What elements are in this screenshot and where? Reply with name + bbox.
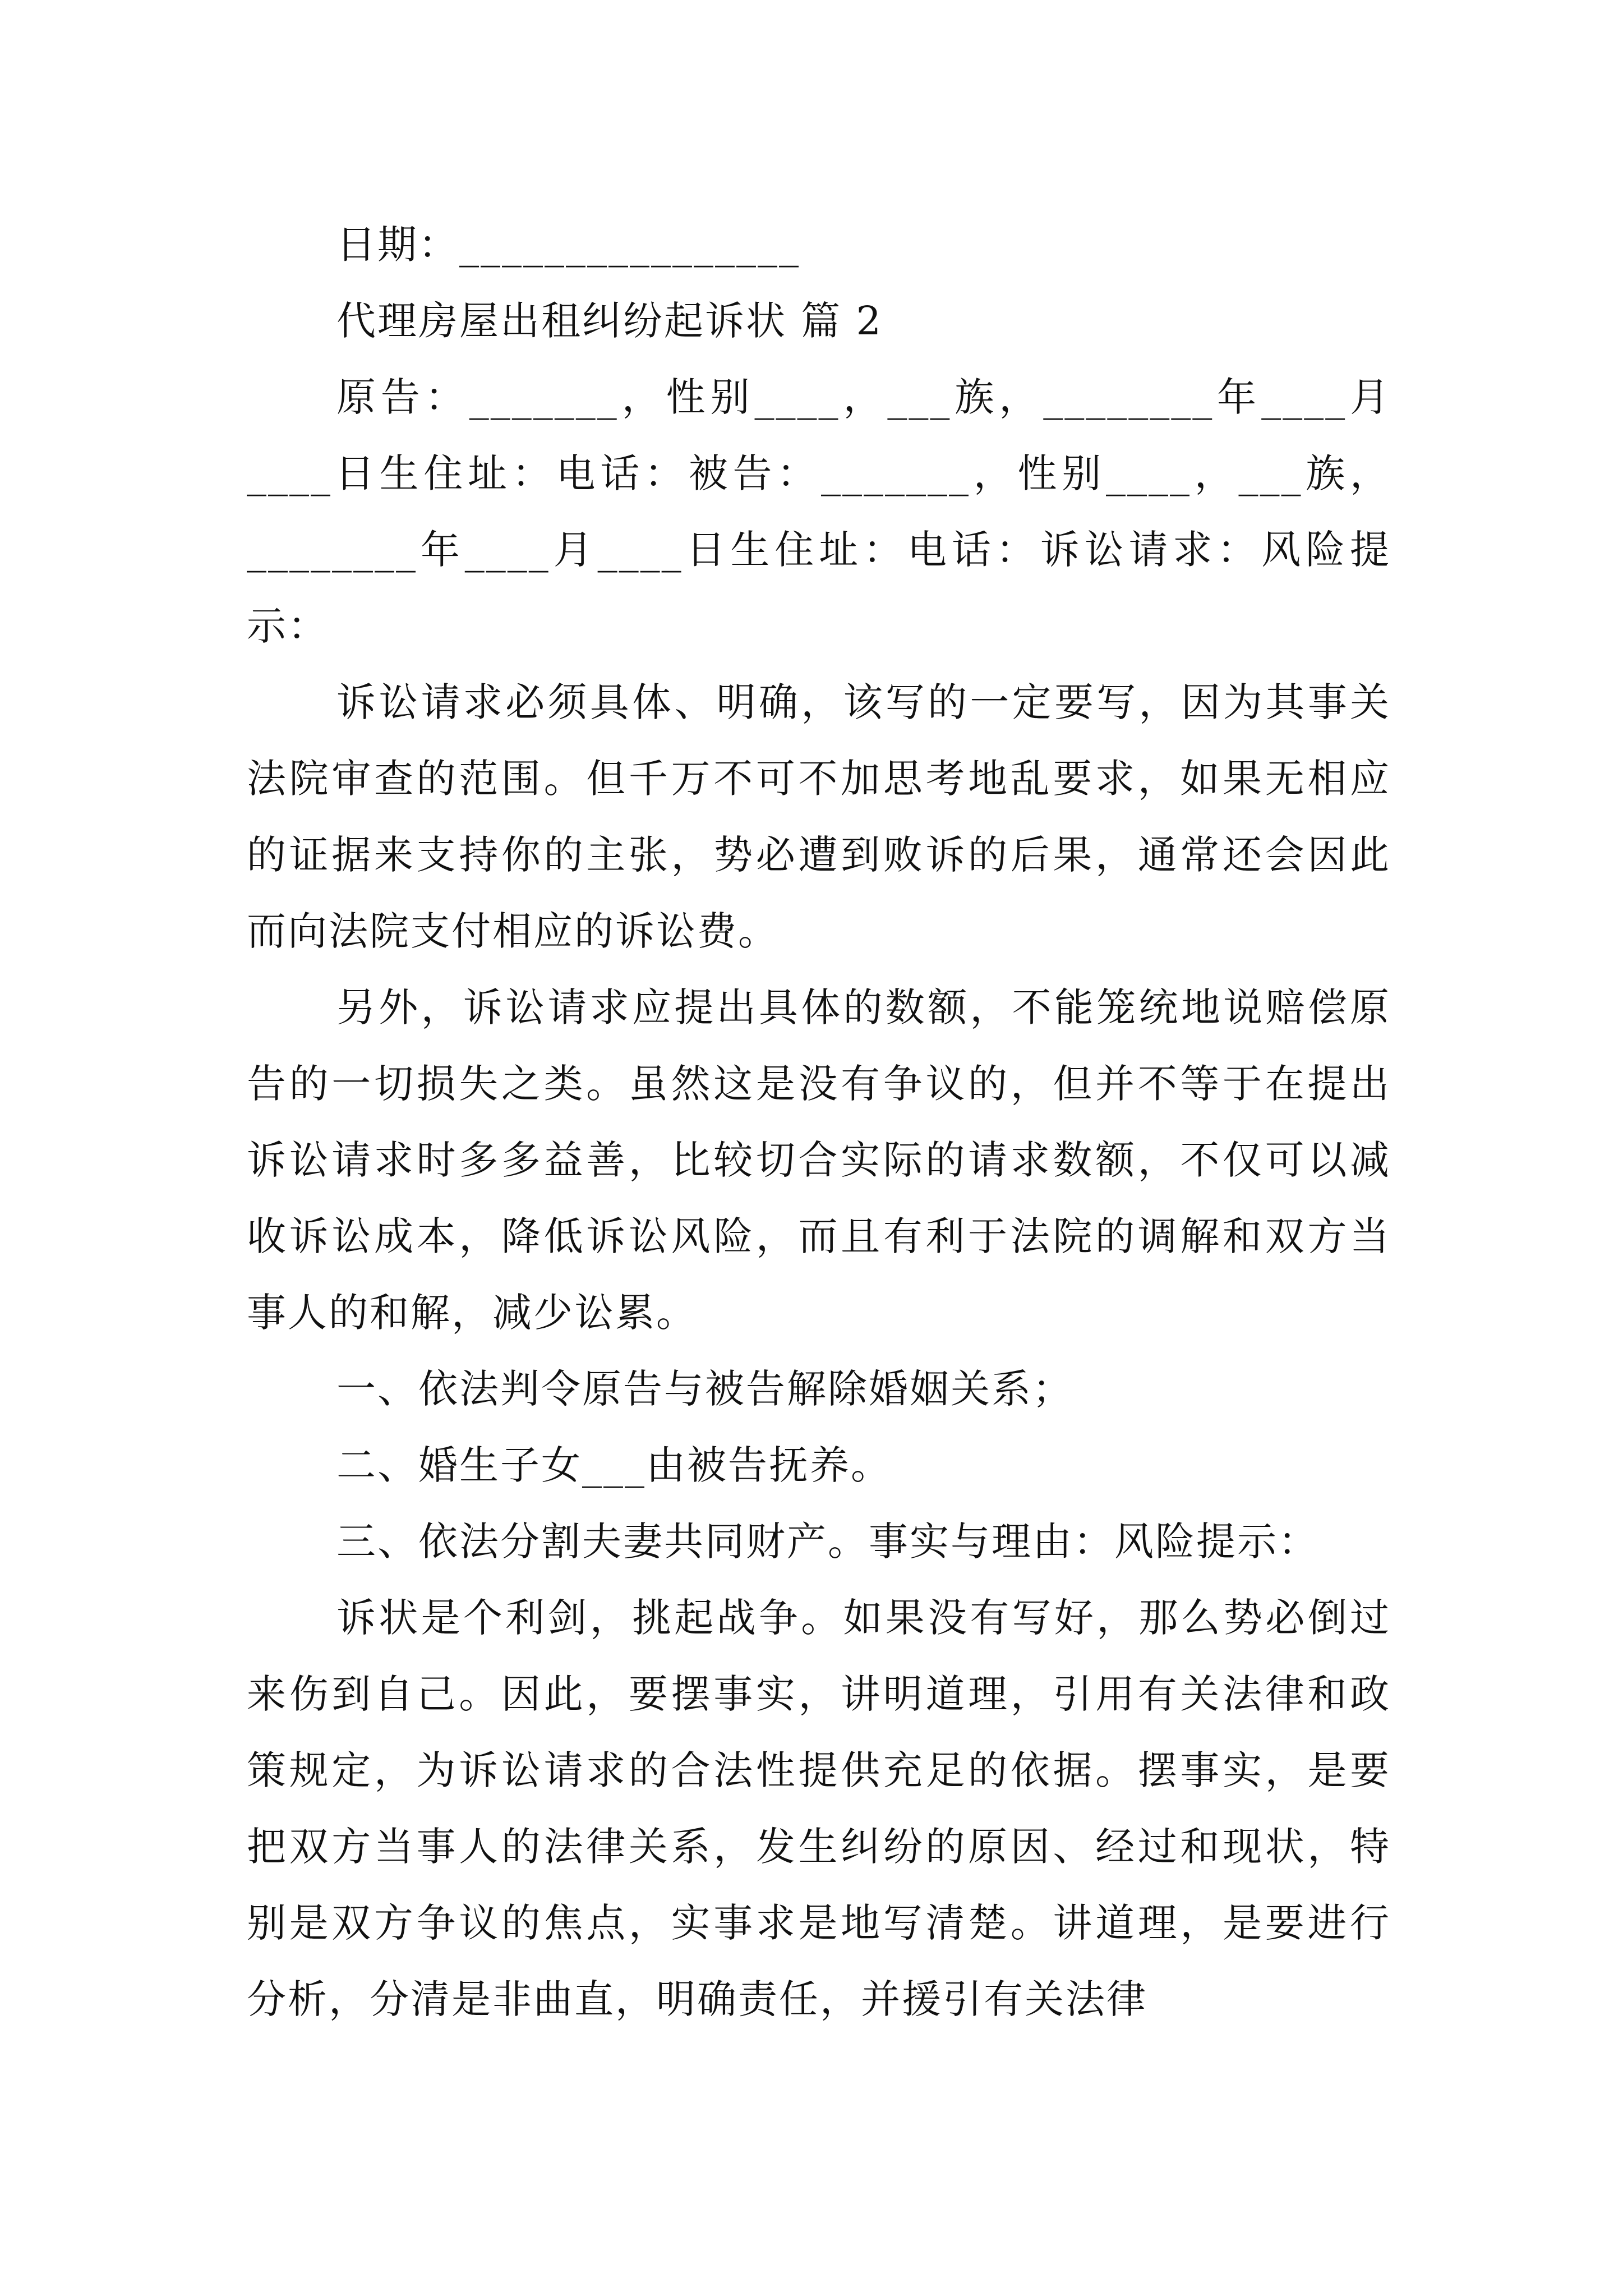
paragraph-claim-amount: 另外，诉讼请求应提出具体的数额，不能笼统地说赔偿原告的一切损失之类。虽然这是没有争议的，但并不等于在提出诉讼请求时多多益善，比较切合实际的请求数额，不仅可以减收诉讼成本，降低诉讼风险，而且有利于法院的调解和双方当事人的和解，减少讼累。: [247, 984, 1391, 1336]
claim-item-2: 二、婚生子女___由被告抚养。: [336, 1442, 892, 1488]
paragraph-claims-advice: 诉讼请求必须具体、明确，该写的一定要写，因为其事关法院审查的范围。但千万不可不加思考地乱要求，如果无相应的证据来支持你的主张，势必遭到败诉的后果，通常还会因此而向法院支付相应的诉讼费。: [247, 679, 1391, 954]
document-title: 代理房屋出租纠纷起诉状 篇 2: [336, 298, 883, 344]
parties-block: 原告：_______，性别____，___族，________年____月____日生住址：电话：被告：_______，性别____，___族，________年____月____日生住址：电话：诉讼请求：风险提示：: [247, 374, 1391, 649]
claim-item-3: 三、依法分割夫妻共同财产。事实与理由：风险提示：: [336, 1519, 1319, 1565]
date-line: 日期：________________: [336, 222, 800, 268]
claim-item-1: 一、依法判令原告与被告解除婚姻关系；: [336, 1366, 1073, 1412]
document-body: [247, 206, 1391, 2037]
paragraph-facts-reasons: 诉状是个利剑，挑起战争。如果没有写好，那么势必倒过来伤到自己。因此，要摆事实，讲明道理，引用有关法律和政策规定，为诉讼请求的合法性提供充足的依据。摆事实，是要把双方当事人的法律关系，发生纠纷的原因、经过和现状，特别是双方争议的焦点，实事求是地写清楚。讲道理，是要进行分析，分清是非曲直，明确责任，并援引有关法律: [247, 1595, 1391, 2022]
